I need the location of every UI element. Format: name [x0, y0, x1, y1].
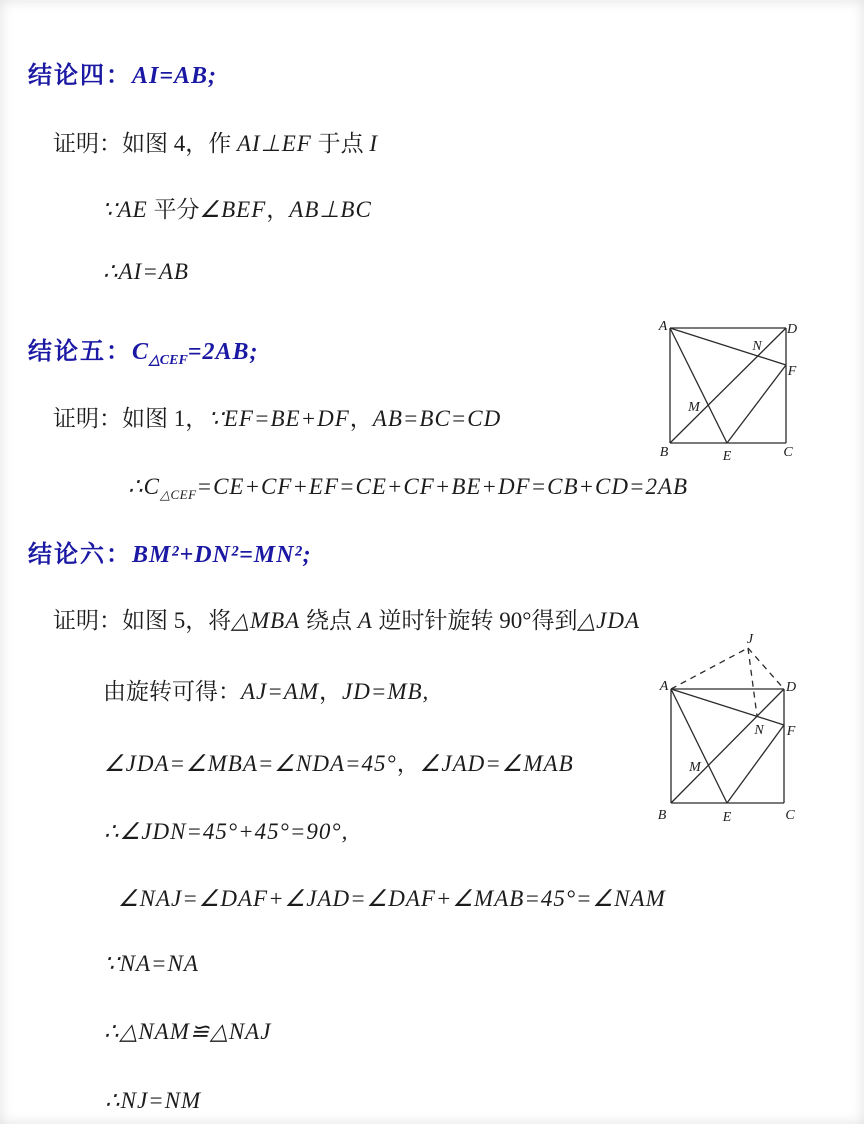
conclusion-6-heading-segment: 结论六： — [28, 541, 132, 568]
conclusion-5-proof-intro-segment: ， — [349, 406, 373, 431]
conclusion-6-naj-line — [118, 886, 666, 912]
segment-EF — [727, 365, 786, 443]
vertex-label-A: A — [658, 319, 668, 334]
conclusion-6-rotation-line-segment: ， — [319, 679, 342, 704]
segment-JD-dashed — [748, 648, 784, 689]
conclusion-5-perimeter-line — [128, 474, 688, 503]
conclusion-6-naj-line-segment: ∠NAJ=∠DAF+∠JAD=∠DAF+∠MAB=45°=∠NAM — [118, 886, 666, 911]
geometry-figure-5 — [645, 628, 820, 828]
conclusion-6-congruence-line-segment: ∴△NAM≌△NAJ — [104, 1019, 272, 1044]
conclusion-5-heading-segment: C — [132, 339, 150, 365]
conclusion-4-heading-segment: AI=AB; — [132, 63, 218, 89]
vertex-label-E: E — [722, 810, 732, 825]
conclusion-6-angles-line-segment: ∠JDA=∠MBA=∠NDA=45° — [104, 751, 397, 776]
conclusion-5-proof-intro-segment: AB=BC=CD — [372, 406, 502, 431]
conclusion-4-because-line-segment: ∠BEF — [199, 197, 267, 222]
conclusion-6-proof-intro-segment: 证明：如图 5，将 — [53, 608, 232, 633]
conclusion-6-proof-intro-segment: △JDA — [577, 608, 641, 633]
vertex-label-B: B — [659, 445, 669, 460]
conclusion-4-proof-intro-segment: 证明：如图 4，作 — [53, 131, 237, 156]
conclusion-4-therefore-line — [103, 259, 189, 285]
conclusion-5-perimeter-line-segment: ∴C — [128, 474, 160, 499]
segment-BD — [670, 328, 786, 443]
conclusion-4-proof-intro-segment: AI⊥EF — [237, 131, 312, 156]
conclusion-5-proof-intro — [53, 406, 501, 432]
conclusion-6-angles-line-segment: ∠JAD=∠MAB — [419, 751, 574, 776]
vertex-label-C: C — [785, 808, 795, 823]
conclusion-6-njnm-line — [105, 1088, 201, 1114]
vertex-label-M: M — [688, 400, 700, 415]
conclusion-6-njnm-line-segment: ∴NJ=NM — [105, 1088, 202, 1113]
geometry-figure-1 — [645, 310, 815, 465]
conclusion-6-na-line-segment: ∵NA=NA — [104, 951, 199, 976]
vertex-label-N: N — [752, 339, 762, 354]
conclusion-4-because-line — [102, 197, 372, 223]
conclusion-4-proof-intro-segment: 于点 — [311, 131, 370, 156]
conclusion-4-heading-segment: 结论四： — [28, 62, 132, 89]
conclusion-6-congruence-line — [104, 1019, 271, 1045]
conclusion-5-perimeter-line-segment: =CE+CF+EF=CE+CF+BE+DF=CB+CD=2AB — [196, 474, 689, 499]
conclusion-6-proof-intro-segment: 绕点 — [300, 608, 358, 633]
segment-JN-dashed — [748, 648, 757, 716]
segment-AE — [671, 689, 727, 803]
conclusion-5-heading-segment: △CEF — [149, 353, 188, 368]
segment-AJ-dashed — [671, 648, 748, 689]
conclusion-6-jdn-line — [104, 819, 348, 845]
vertex-label-B: B — [657, 808, 667, 823]
conclusion-6-proof-intro-segment: A — [357, 608, 373, 633]
vertex-label-F: F — [786, 724, 796, 739]
conclusion-5-heading-segment: =2AB; — [187, 339, 259, 365]
vertex-label-D: D — [786, 322, 798, 337]
conclusion-6-rotation-line-segment: AJ=AM — [241, 679, 319, 704]
conclusion-6-proof-intro-segment: △MBA — [231, 608, 301, 633]
conclusion-5-proof-intro-segment: 证明：如图 1， — [53, 406, 209, 431]
conclusion-5-heading — [28, 338, 258, 369]
conclusion-5-heading-segment: 结论五： — [28, 338, 132, 365]
vertex-label-M: M — [689, 760, 701, 775]
conclusion-6-proof-intro-segment: 逆时针旋转 90°得到 — [372, 608, 578, 633]
segment-AE — [670, 328, 727, 443]
conclusion-4-proof-intro — [53, 131, 378, 157]
conclusion-5-perimeter-line-segment: △CEF — [159, 487, 197, 502]
conclusion-6-angles-line — [104, 751, 574, 777]
conclusion-6-jdn-line-segment: ∴∠JDN=45°+45°=90°, — [104, 819, 349, 844]
segment-AF — [670, 328, 786, 365]
vertex-label-E: E — [722, 449, 732, 464]
conclusion-4-therefore-line-segment: ∴AI=AB — [103, 259, 189, 284]
conclusion-6-heading — [28, 541, 312, 570]
vertex-label-N: N — [754, 723, 764, 738]
vertex-label-J: J — [746, 632, 754, 647]
conclusion-6-rotation-line-segment: 由旋转可得： — [103, 679, 241, 704]
conclusion-4-proof-intro-segment: I — [369, 131, 379, 156]
conclusion-6-rotation-line — [103, 679, 429, 705]
vertex-label-C: C — [783, 445, 793, 460]
conclusion-5-proof-intro-segment: ∵EF=BE+DF — [208, 406, 350, 431]
vertex-label-F: F — [787, 364, 797, 379]
conclusion-4-because-line-segment: ， — [266, 197, 290, 222]
segment-BD — [671, 689, 784, 803]
conclusion-6-angles-line-segment: ， — [396, 751, 420, 776]
vertex-label-A: A — [659, 679, 669, 694]
conclusion-4-because-line-segment: AB⊥BC — [289, 197, 372, 222]
conclusion-6-rotation-line-segment: JD=MB, — [342, 679, 430, 704]
conclusion-6-proof-intro — [53, 608, 640, 634]
conclusion-6-na-line — [104, 951, 199, 977]
conclusion-4-because-line-segment: 平分 — [147, 197, 200, 222]
conclusion-6-heading-segment: BM²+DN²=MN²; — [132, 542, 312, 568]
vertex-label-D: D — [785, 680, 797, 695]
conclusion-4-because-line-segment: ∵AE — [102, 197, 148, 222]
conclusion-4-heading — [28, 62, 217, 91]
